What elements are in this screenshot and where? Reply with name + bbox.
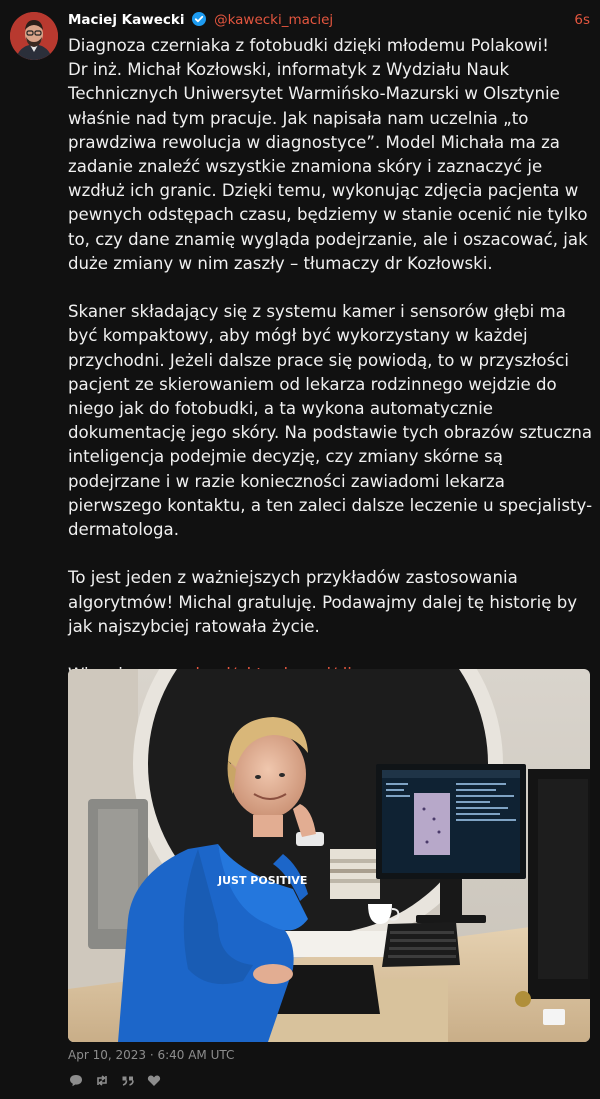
avatar-image <box>10 12 58 60</box>
tweet-timestamp[interactable]: 6s <box>574 12 590 28</box>
tweet-paragraph: To jest jeden z ważniejszych przykładów zastosowania algorytmów! Michal gratuluję. Podawajmy dalej tę historię by jak najszybciej ratowała życie. <box>68 568 578 636</box>
tweet-paragraph: Diagnoza czerniaka z fotobudki dzięki młodemu Polakowi! Dr inż. Michał Kozłowski, informatyk z Wydziału Nauk Technicznych Uniwersytet Warmińsko-Mazurski w Olsztynie właśnie nad tym pracuje. Jak napisała nam uczelnia „to prawdziwa rewolucja w diagnostyce”. Model Michała ma za zadanie znaleźć wszystkie znamiona skóry i zaznaczyć je wzdłuż ich granic. Dzięki temu, wykonując zdjęcia pacjenta w pewnych odstępach czasu, będziemy w stanie ocenić nie tylko to, czy dane znamię wygląda podejrzanie, ale i oszacować, jak duże zmiany w nim zaszły – tłumaczy dr Kozłowski. <box>68 36 588 273</box>
photo-office-scene <box>68 669 590 1042</box>
author-name[interactable]: Maciej Kawecki <box>68 12 185 28</box>
like-icon[interactable] <box>146 1073 161 1088</box>
tweet-paragraph: Skaner składający się z systemu kamer i sensorów głębi ma być kompaktowy, aby mógł być wykorzystany w każdej przychodni. Jeżeli dalsze prace się powiodą, to w przyszłości pacjent ze skierowaniem od lekarza rodzinnego wejdzie do niego jak do fotobudki, a ta wykona automatycznie dokumentację jego skóry. Na podstawie tych obrazów sztuczna inteligencja podejmie decyzję, czy zmiany skórne są podejrzane i w razie konieczności zawiadomi lekarza pierwszego kontaktu, a ten zaleci dalsze leczenie u specjalisty-dermatologa. <box>68 302 593 540</box>
tweet-header <box>68 12 590 32</box>
tweet-date[interactable]: Apr 10, 2023 · 6:40 AM UTC <box>68 1048 235 1062</box>
shirt-print: JUST POSITIVE <box>218 874 308 887</box>
reply-icon[interactable] <box>68 1073 83 1088</box>
tweet-body <box>68 34 593 687</box>
tweet-actions <box>68 1072 161 1088</box>
verified-badge-icon <box>192 12 206 26</box>
retweet-icon[interactable] <box>94 1073 109 1088</box>
tweet-image[interactable] <box>68 669 590 1042</box>
quote-icon[interactable] <box>120 1073 135 1088</box>
author-handle[interactable]: @kawecki_maciej <box>214 12 334 28</box>
avatar[interactable] <box>10 12 58 60</box>
